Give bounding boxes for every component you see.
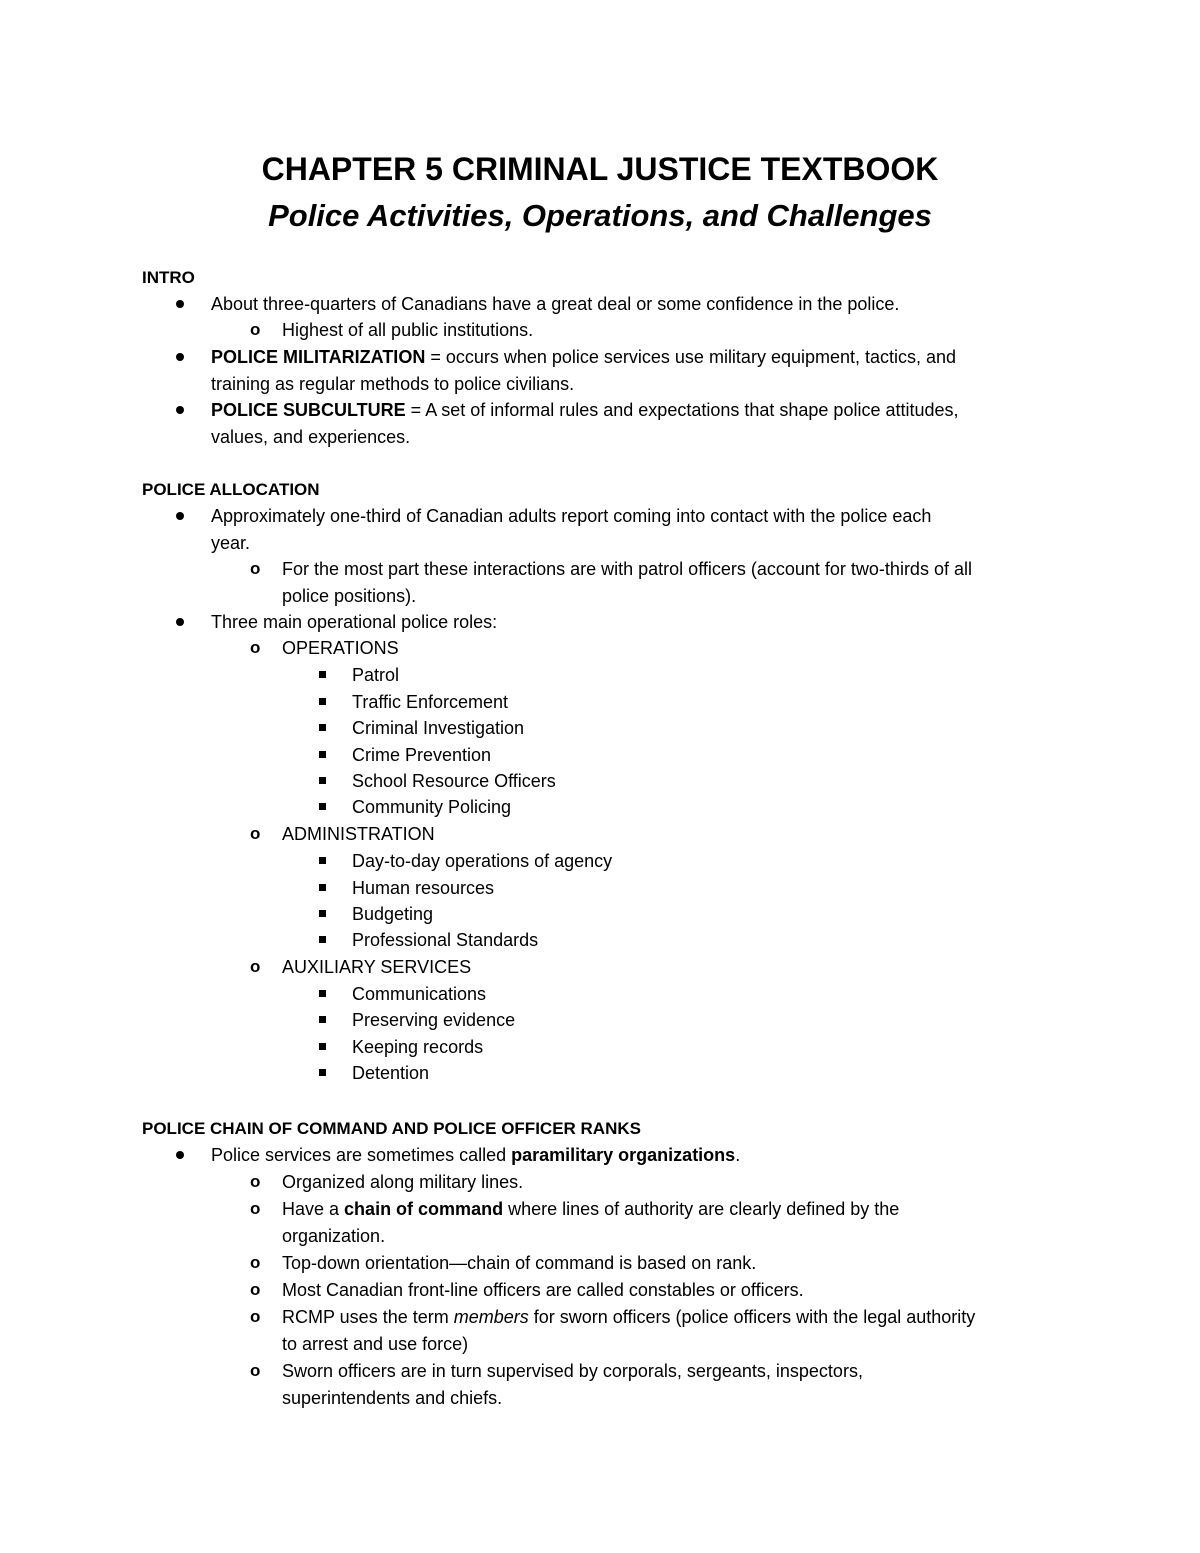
list-item: For the most part these interactions are with patrol officers (account for two-thirds of all [282, 559, 972, 579]
list-item: Patrol [352, 665, 400, 685]
list-item: Organized along military lines. [282, 1172, 524, 1192]
text-segment: . [735, 1145, 741, 1165]
section-heading-allocation: POLICE ALLOCATION [142, 480, 320, 499]
list-item: School Resource Officers [352, 771, 556, 791]
list-item: Day-to-day operations of agency [352, 851, 613, 871]
square-bullet-icon [319, 777, 326, 784]
list-item [211, 397, 959, 423]
bullet-icon [176, 406, 184, 414]
definition-text: = A set of informal rules and expectations that shape police attitudes, [405, 400, 959, 420]
bullet-o-icon: o [250, 957, 261, 976]
list-item-continuation: police positions). [282, 586, 417, 606]
square-bullet-icon [319, 990, 326, 997]
bullet-icon [176, 353, 184, 361]
bullet-o-icon: o [250, 1280, 261, 1299]
bullet-o-icon: o [250, 1199, 261, 1218]
square-bullet-icon [319, 910, 326, 917]
bullet-o-icon: o [250, 1172, 261, 1191]
list-item: Crime Prevention [352, 745, 492, 765]
document-title: CHAPTER 5 CRIMINAL JUSTICE TEXTBOOK [261, 151, 939, 187]
list-item: Sworn officers are in turn supervised by corporals, sergeants, inspectors, [282, 1361, 863, 1381]
bullet-o-icon: o [250, 320, 261, 339]
bullet-icon [176, 512, 184, 520]
square-bullet-icon [319, 1069, 326, 1076]
role-label-auxiliary: AUXILIARY SERVICES [282, 957, 472, 977]
section-heading-command: POLICE CHAIN OF COMMAND AND POLICE OFFICER RANKS [142, 1119, 641, 1138]
list-item-continuation: to arrest and use force) [282, 1334, 469, 1354]
list-item [282, 1196, 899, 1222]
list-item-continuation: superintendents and chiefs. [282, 1388, 503, 1408]
bullet-o-icon: o [250, 824, 261, 843]
definition-text: = occurs when police services use military equipment, tactics, and [425, 347, 957, 367]
list-item: Community Policing [352, 797, 512, 817]
text-segment: where lines of authority are clearly defined by the [503, 1199, 900, 1219]
square-bullet-icon [319, 671, 326, 678]
square-bullet-icon [319, 857, 326, 864]
text-segment: RCMP uses the term [282, 1307, 454, 1327]
bullet-icon [176, 300, 184, 308]
list-item-continuation: year. [211, 533, 251, 553]
bullet-o-icon: o [250, 1253, 261, 1272]
square-bullet-icon [319, 698, 326, 705]
text-segment: for sworn officers (police officers with the legal authority [528, 1307, 976, 1327]
bullet-o-icon: o [250, 638, 261, 657]
list-item [211, 344, 956, 370]
term-members: members [453, 1307, 529, 1327]
document-subtitle: Police Activities, Operations, and Challenges [268, 198, 932, 233]
list-item: Most Canadian front-line officers are called constables or officers. [282, 1280, 804, 1300]
list-item: About three-quarters of Canadians have a great deal or some confidence in the police. [211, 294, 900, 314]
square-bullet-icon [319, 803, 326, 810]
list-item-continuation: values, and experiences. [211, 427, 411, 447]
list-item: Top-down orientation—chain of command is based on rank. [282, 1253, 757, 1273]
list-item: Approximately one-third of Canadian adults report coming into contact with the police each [211, 506, 932, 526]
list-item-continuation: training as regular methods to police civilians. [211, 374, 575, 394]
square-bullet-icon [319, 1043, 326, 1050]
term-paramilitary: paramilitary organizations [511, 1145, 736, 1165]
term-police-subculture: POLICE SUBCULTURE [211, 400, 406, 420]
bullet-icon [176, 1151, 184, 1159]
text-segment: Have a [282, 1199, 345, 1219]
square-bullet-icon [319, 1016, 326, 1023]
bullet-icon [176, 618, 184, 626]
list-item: Three main operational police roles: [211, 612, 498, 632]
bullet-o-icon: o [250, 559, 261, 578]
list-item: Detention [352, 1063, 430, 1083]
list-item: Criminal Investigation [352, 718, 525, 738]
bullet-o-icon: o [250, 1361, 261, 1380]
square-bullet-icon [319, 936, 326, 943]
term-chain-of-command: chain of command [344, 1199, 504, 1219]
text-segment: Police services are sometimes called [211, 1145, 512, 1165]
list-item: Professional Standards [352, 930, 539, 950]
role-label-administration: ADMINISTRATION [282, 824, 435, 844]
list-item: Human resources [352, 878, 495, 898]
square-bullet-icon [319, 724, 326, 731]
bullet-o-icon: o [250, 1307, 261, 1326]
square-bullet-icon [319, 884, 326, 891]
square-bullet-icon [319, 751, 326, 758]
section-heading-intro: INTRO [142, 268, 195, 287]
list-item: Highest of all public institutions. [282, 320, 534, 340]
list-item: Preserving evidence [352, 1010, 516, 1030]
list-item [282, 1304, 975, 1330]
list-item: Keeping records [352, 1037, 484, 1057]
term-police-militarization: POLICE MILITARIZATION [211, 347, 426, 367]
list-item: Budgeting [352, 904, 434, 924]
list-item-continuation: organization. [282, 1226, 386, 1246]
list-item: Traffic Enforcement [352, 692, 509, 712]
role-label-operations: OPERATIONS [282, 638, 399, 658]
list-item [211, 1142, 740, 1168]
list-item: Communications [352, 984, 487, 1004]
